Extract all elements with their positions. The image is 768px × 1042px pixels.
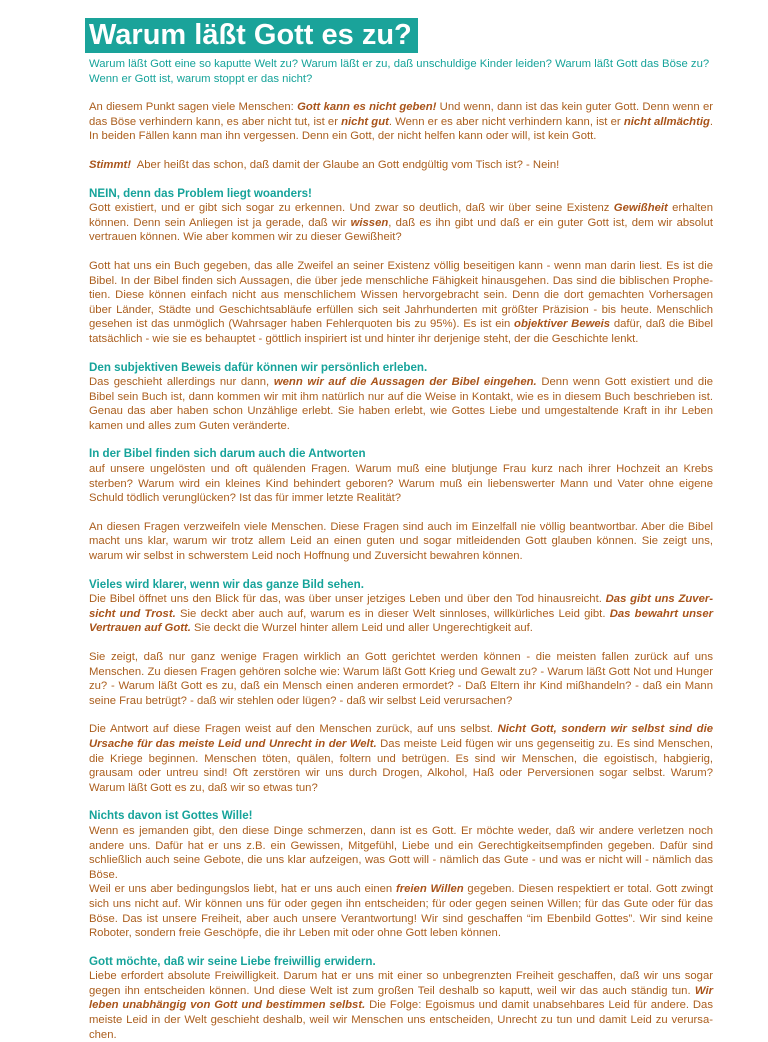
emphasis-text: nicht gut xyxy=(341,115,389,128)
text-run: Liebe erfordert absolute Freiwilligkeit. Darum hat er uns mit einer so unbegrenzten Freiheit geschaffen, daß wir uns sogar gegen ihn entscheiden können. Und diese Welt ist zum großen Teil deshalb so kaputt, weil wir das auch ständig tun. xyxy=(89,970,713,997)
paragraph-5 xyxy=(89,375,713,433)
text-run: Die Antwort auf diese Fragen weist auf den Menschen zurück, auf uns selbst. xyxy=(89,723,498,736)
text-run: Gott hat uns ein Buch gegeben, das alle Zweifel an seiner Existenz völlig beseitigen kann - wenn man darin liest. Es ist die Bibel. In der Bibel finden sich Aussagen, die über jede menschliche Fähigkeit hinausgehen. Das sind die biblischen Prophe-tien. Diese können einfach nicht aus menschlichem Wissen hervorgebracht sein. Denn die dort gemachten Vorhersagen über Länder, Städte und Geschichtsabläufe erfüllen sich seit Jahrhunderten mit größter Präzision - bis heute. Menschlich gesehen ist das unmöglich (Wahrsager haben Fehlerquoten bis zu 95%). Es ist ein xyxy=(89,259,713,331)
paragraph-3 xyxy=(89,201,713,245)
emphasis-text: Nicht Gott, sondern wir selbst sind die Ursache für das meiste Leid und Unrecht in der Welt. xyxy=(89,723,713,750)
paragraph-12 xyxy=(89,882,713,940)
paragraph-4 xyxy=(89,259,713,347)
text-run: . In beiden Fällen kann man ihn vergessen. Denn ein Gott, der nicht helfen kann oder will, ist kein Gott. xyxy=(89,115,714,143)
text-run: Die Bibel öffnet uns den Blick für das, was über unser jetziges Leben und über den Tod hinausreicht. xyxy=(89,593,606,606)
text-run: Sie deckt aber auch auf, warum es in dieser Welt sinnloses, willkürliches Leid gibt. xyxy=(175,607,610,620)
section-heading-5: Nichts davon ist Gottes Wille! xyxy=(89,809,253,823)
emphasis-text: wenn wir auf die Aussagen der Bibel eingehen. xyxy=(273,376,537,389)
section-heading-2: Den subjektiven Beweis dafür können wir persönlich erleben. xyxy=(89,360,428,374)
emphasis-text: Das bewahrt unser Vertrauen auf Gott. xyxy=(89,607,713,635)
emphasis-text: Gewißheit xyxy=(613,202,668,215)
paragraph-13 xyxy=(89,969,713,1042)
emphasis-text: nicht allmächtig xyxy=(623,115,710,128)
section-heading-4: Vieles wird klarer, wenn wir das ganze Bild sehen. xyxy=(89,577,364,591)
paragraph-9: Sie zeigt, daß nur ganz wenige Fragen wirklich an Gott gerichtet werden können - die meisten fallen zurück auf uns Menschen. Zu diesen Fragen gehören solche wie: Warum läßt Gott Krieg und Gewalt zu? - Warum läßt Gott Not und Hunger zu? - Warum läßt Gott es zu, daß ein Mensch einen anderen ermordet? - Daß Eltern ihr Kind mißhandeln? - daß ein Mann seine Frau betrügt? - daß wir stehlen oder lügen? - daß wir selbst Leid verursachen? xyxy=(89,651,713,707)
text-run: , daß es ihn gibt und daß er ein guter Gott ist, dem wir absolut vertrauen können. Wie aber kommen wir zu dieser Gewißheit? xyxy=(89,216,713,244)
section-heading-6: Gott möchte, daß wir seine Liebe freiwillig erwidern. xyxy=(89,954,376,968)
emphasis-text: Stimmt! xyxy=(89,158,132,171)
paragraph-11: Wenn es jemanden gibt, den diese Dinge schmerzen, dann ist es Gott. Er möchte weder, daß wir andere verletzen noch andere uns. Dafür hat er uns z.B. ein Gewissen, Mitgefühl, Liebe und ein Gerechtigkeitsempfinden gegeben. Dafür sind schließlich auch seine Gebote, die uns klar aufzeigen, was Gott will - nämlich das Gute - und was er nicht will - nämlich das Böse. xyxy=(89,824,713,881)
text-run: Weil er uns aber bedingungslos liebt, hat er uns auch einen xyxy=(89,883,396,896)
text-run: Die Folge: Egoismus und damit unabsehbares Leid für andere. Das meiste Leid in der Welt geschieht deshalb, weil wir Menschen uns entscheiden, Unrecht zu tun und damit Leid zu verursa-chen. xyxy=(89,999,713,1041)
text-run: Das meiste Leid fügen wir uns gegenseitig zu. Es sind Menschen, die Kriege beginnen. Menschen töten, quälen, foltern und betrügen. Es sind wir Menschen, die egoistisch, habgierig, grausam oder untreu sind! Oft zerstören wir uns durch Drogen, Alkohol, Haß oder Perversionen sogar selbst. Warum? Warum läßt Gott es zu, daß wir so etwas tun? xyxy=(89,737,713,794)
emphasis-text: Das gibt uns Zuver-sicht und Trost. xyxy=(89,593,714,620)
text-run: gegeben. Diesen respektiert er total. Gott zwingt sich uns nicht auf. Wir können uns für oder gegen ihn entscheiden; für oder gegen seinen Willen; für das Gute oder für das Böse. Das ist unsere Freiheit, aber auch unsere Verantwortung! Wir sind geschaffen “im Ebenbild Gottes”. Wir sind keine Roboter, sondern freie Geschöpfe, die ihr Leben mit oder ohne Gott leben können. xyxy=(89,883,713,940)
section-heading-3: In der Bibel finden sich darum auch die Antworten xyxy=(89,447,366,461)
text-run: Aber heißt das schon, daß damit der Glaube an Gott endgültig vom Tisch ist? - Nein! xyxy=(131,158,560,171)
paragraph-8 xyxy=(89,592,713,636)
section-heading-1: NEIN, denn das Problem liegt woanders! xyxy=(89,186,312,200)
paragraph-1 xyxy=(89,100,713,144)
text-run: Denn wenn Gott existiert und die Bibel sein Buch ist, dann kommen wir mit ihm natürlich nur auf die Weise in Kontakt, wie es in diesem Buch beschrieben ist. Genau das aber haben schon Unzählige erlebt. Sie haben erlebt, wie Gottes Liebe und umgestaltende Kraft in ihr Leben kamen und alles zum Guten veränderte. xyxy=(89,376,714,432)
text-run: Gott existiert, und er gibt sich sogar zu erkennen. Und zwar so deutlich, daß wir über seine Existenz xyxy=(89,202,614,215)
text-run: . Wenn er es aber nicht verhindern kann, ist er xyxy=(388,115,624,128)
paragraph-7: An diesen Fragen verzweifeln viele Menschen. Diese Fragen sind auch im Einzelfall nie völlig beantwortbar. Aber die Bibel macht uns klar, warum wir trotz allem Leid an einen guten und sogar mitleidenden Gott glauben können. Sie zeigt uns, warum wir selbst in schwerstem Leid noch Hoffnung und Zuversicht bewahren können. xyxy=(89,520,713,563)
paragraph-2 xyxy=(89,158,713,173)
emphasis-text: objektiver Beweis xyxy=(514,318,611,331)
text-run: Und wenn, dann ist das kein guter Gott. Denn wenn er das Böse verhindern kann, es aber nicht tut, ist er xyxy=(89,101,713,128)
emphasis-text: Gott kann es nicht geben! xyxy=(297,101,437,114)
paragraph-10 xyxy=(89,722,713,795)
intro-text: Warum läßt Gott eine so kaputte Welt zu? Warum läßt er zu, daß unschuldige Kinder leiden? Warum läßt Gott das Böse zu? Wenn er Gott ist, warum stoppt er das nicht? xyxy=(89,58,710,85)
page-title: Warum läßt Gott es zu? xyxy=(85,18,418,53)
text-run: Sie deckt die Wurzel hinter allem Leid und aller Ungerechtigkeit auf. xyxy=(190,622,533,635)
text-run: erhalten können. Denn sein Anliegen ist ja gerade, daß wir xyxy=(89,202,713,229)
text-run: dafür, daß die Bibel tatsächlich - wie sie es behauptet - göttlich inspiriert ist und hinter ihr derjenige steht, der die Geschichte lenkt. xyxy=(89,318,713,345)
emphasis-text: Wir leben unabhängig von Gott und bestimmen selbst. xyxy=(89,984,713,1012)
text-run: An diesem Punkt sagen viele Menschen: xyxy=(89,101,298,114)
text-run: Das geschieht allerdings nur dann, xyxy=(89,376,274,389)
paragraph-6: auf unsere ungelösten und oft quälenden Fragen. Warum muß eine blutjunge Frau kurz nach ihrer Hochzeit an Krebs sterben? Warum wird ein kleines Kind behindert geboren? Warum muß ein liebenswerter Mann und Vater ohne eigene Schuld tödlich verunglücken? Ist das für immer letzte Realität? xyxy=(89,463,713,505)
emphasis-text: freien Willen xyxy=(395,883,464,896)
emphasis-text: wissen xyxy=(350,216,389,229)
